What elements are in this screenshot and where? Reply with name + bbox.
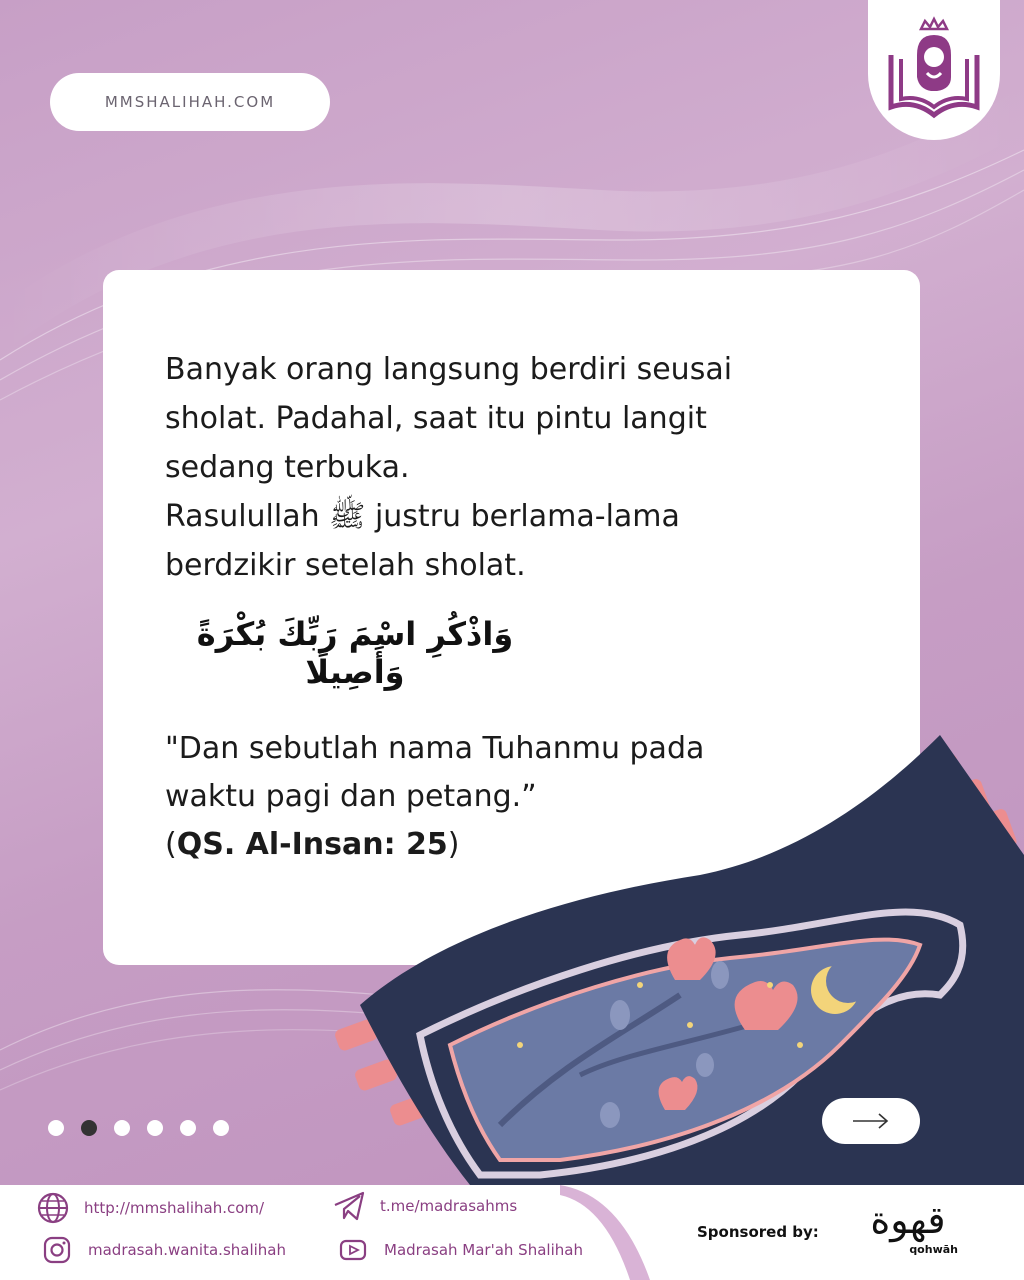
reference-paren-open: (: [165, 827, 177, 862]
page-dot[interactable]: [48, 1120, 64, 1136]
body-line: sholat. Padahal, saat itu pintu langit: [165, 401, 707, 436]
body-line: Rasulullah ﷺ justru berlama-lama: [165, 499, 680, 534]
translation-line: "Dan sebutlah nama Tuhanmu pada: [165, 731, 705, 766]
footer-youtube[interactable]: [336, 1233, 583, 1267]
footer-website[interactable]: [36, 1191, 264, 1225]
body-paragraph: [165, 345, 865, 590]
reference-paren-close: ): [447, 827, 460, 862]
instagram-icon: [40, 1233, 74, 1267]
website-link[interactable]: http://mmshalihah.com/: [84, 1199, 265, 1217]
body-line: Banyak orang langsung berdiri seusai: [165, 352, 733, 387]
website-badge-label: MMSHALIHAH.COM: [104, 93, 276, 111]
youtube-channel[interactable]: Madrasah Mar'ah Shalihah: [384, 1241, 583, 1259]
book-crown-logo-icon: [879, 15, 989, 125]
footer-instagram[interactable]: [40, 1233, 286, 1267]
sponsor-logo-sub: qohwāh: [909, 1243, 958, 1256]
page-dot[interactable]: [180, 1120, 196, 1136]
sponsor-logo-text: قهوة: [870, 1198, 946, 1242]
arrow-right-icon: [851, 1111, 891, 1131]
page-dot-active[interactable]: [81, 1120, 97, 1136]
reference-text: QS. Al-Insan: 25: [176, 827, 448, 862]
translation-line: waktu pagi dan petang.”: [165, 779, 537, 814]
globe-icon: [36, 1191, 70, 1225]
footer: [0, 1185, 1024, 1280]
body-line: sedang terbuka.: [165, 450, 410, 485]
arabic-verse: وَاذْكُرِ اسْمَ رَبِّكَ بُكْرَةً وَأَصِيلًا: [196, 615, 514, 691]
pagination-dots: [48, 1120, 229, 1136]
footer-telegram[interactable]: [332, 1189, 517, 1223]
website-badge[interactable]: [50, 73, 330, 131]
page-dot[interactable]: [147, 1120, 163, 1136]
instagram-handle[interactable]: madrasah.wanita.shalihah: [88, 1241, 286, 1259]
next-button[interactable]: [822, 1098, 920, 1144]
page-dot[interactable]: [114, 1120, 130, 1136]
body-line: berdzikir setelah sholat.: [165, 548, 526, 583]
telegram-icon: [332, 1189, 366, 1223]
sponsor-label: Sponsored by:: [697, 1223, 819, 1241]
youtube-icon: [336, 1233, 370, 1267]
brand-logo: [868, 0, 1000, 140]
sponsor-logo: [838, 1197, 978, 1272]
page-dot[interactable]: [213, 1120, 229, 1136]
telegram-link[interactable]: t.me/madrasahms: [380, 1197, 518, 1215]
